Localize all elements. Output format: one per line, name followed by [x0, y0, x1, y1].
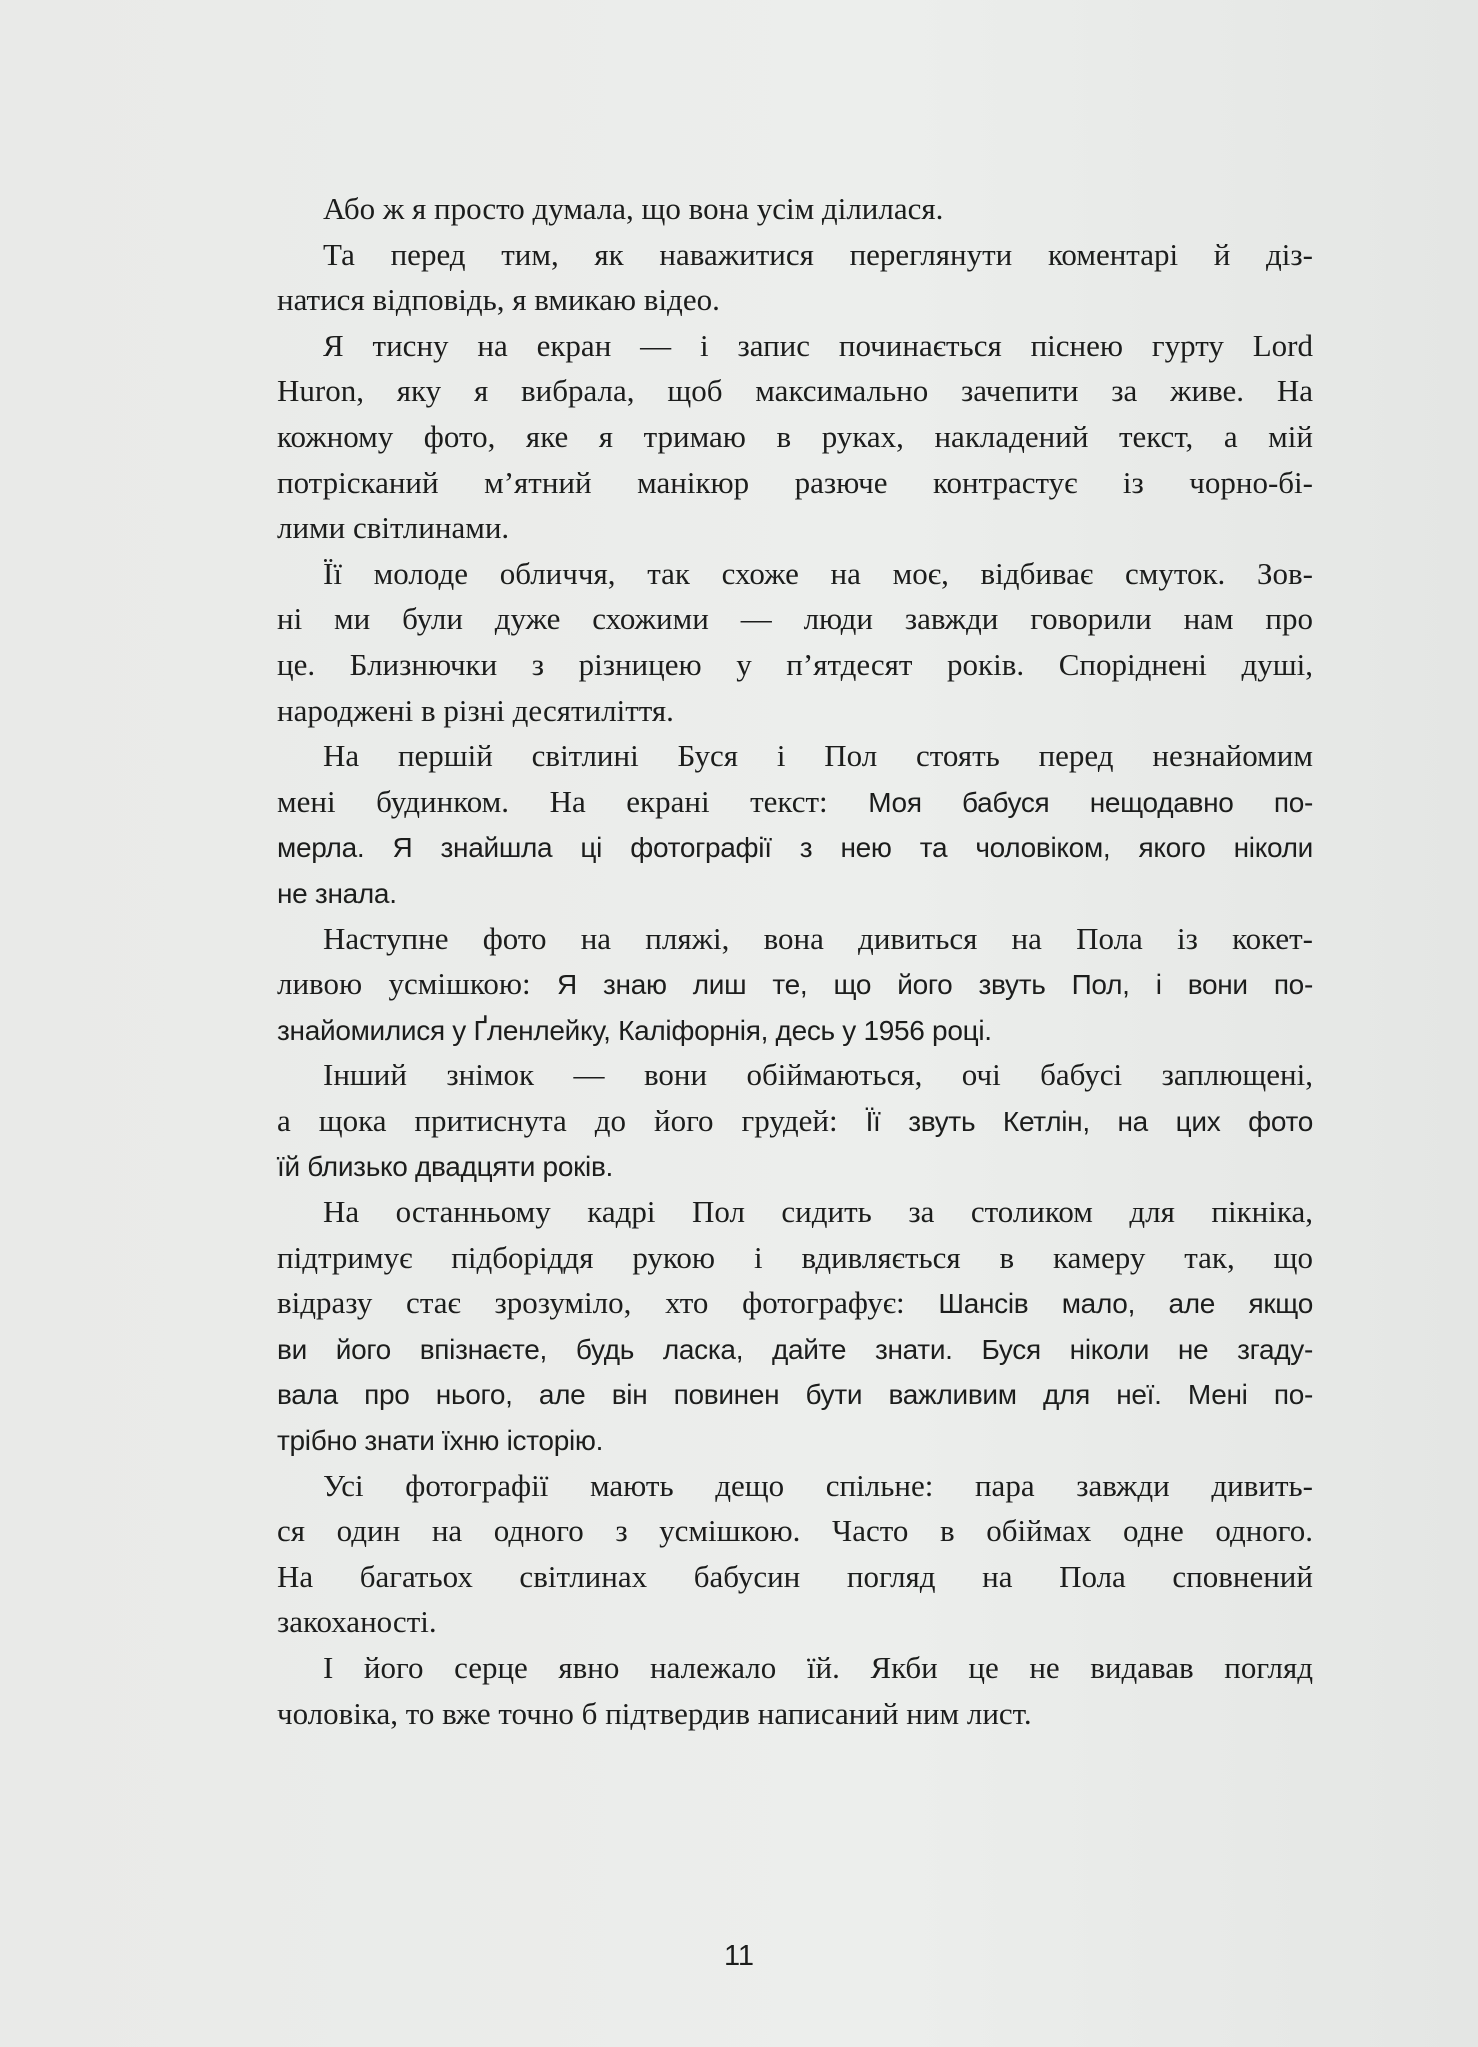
text-line: [277, 1007, 1313, 1053]
on-screen-caption-text: Я знаю лиш те, що його звуть Пол, і вони по-: [556, 969, 1313, 1001]
page-number: 11: [723, 1940, 755, 1972]
narrative-text: На першій світлині Буся і Пол стоять перед незнайомим: [323, 738, 1313, 774]
paragraph: [277, 1645, 1313, 1736]
paragraph: [277, 733, 1313, 915]
on-screen-caption-text: трібно знати їхню історію.: [277, 1425, 604, 1457]
text-line: [277, 824, 1313, 870]
narrative-text: а щока притиснута до його грудей:: [277, 1102, 866, 1138]
text-line: [277, 961, 1313, 1007]
text-line: [277, 1235, 1313, 1281]
narrative-text: мені будинком. На екрані текст:: [277, 783, 869, 819]
narrative-text: ся один на одного з усмішкою. Часто в обіймах одне одного.: [277, 1513, 1313, 1549]
text-line: [277, 870, 1313, 916]
text-line: [277, 688, 1313, 734]
text-line: [277, 1280, 1313, 1326]
on-screen-caption-text: ви його впізнаєте, будь ласка, дайте знати. Буся ніколи не згаду-: [277, 1333, 1313, 1365]
text-line: [277, 1052, 1313, 1098]
text-line: [277, 1143, 1313, 1189]
narrative-text: Наступне фото на пляжі, вона дивиться на Пола із кокет-: [323, 920, 1313, 956]
text-line: [277, 460, 1313, 506]
on-screen-caption-text: мерла. Я знайшла ці фотографії з нею та чоловіком, якого ніколи: [277, 832, 1313, 864]
paragraph: [277, 1189, 1313, 1463]
text-line: [277, 1463, 1313, 1509]
text-line: [277, 368, 1313, 414]
narrative-text: це. Близнючки з різницею у п’ятдесят років. Споріднені душі,: [277, 646, 1313, 682]
on-screen-caption-text: знайомилися у Ґленлейку, Каліфорнія, десь у 1956 році.: [277, 1014, 992, 1046]
narrative-text: підтримує підборіддя рукою і вдивляється в камеру так, що: [277, 1239, 1313, 1275]
text-line: [277, 1554, 1313, 1600]
narrative-text: Інший знімок — вони обіймаються, очі бабусі заплющені,: [323, 1057, 1313, 1093]
on-screen-caption-text: їй близько двадцяти років.: [277, 1151, 614, 1183]
text-line: [277, 733, 1313, 779]
text-line: [277, 1599, 1313, 1645]
narrative-text: ливою усмішкою:: [277, 966, 557, 1002]
book-page-body: [277, 186, 1313, 1736]
text-line: [277, 186, 1313, 232]
narrative-text: відразу стає зрозуміло, хто фотографує:: [277, 1285, 939, 1321]
on-screen-caption-text: Її звуть Кетлін, на цих фото: [865, 1105, 1313, 1137]
narrative-text: лими світлинами.: [277, 510, 510, 546]
text-line: [277, 232, 1313, 278]
text-line: [277, 779, 1313, 825]
text-line: [277, 551, 1313, 597]
text-line: [277, 323, 1313, 369]
text-line: [277, 1098, 1313, 1144]
text-line: [277, 596, 1313, 642]
narrative-text: Та перед тим, як наважитися переглянути коментарі й діз-: [323, 236, 1313, 272]
narrative-text: Її молоде обличчя, так схоже на моє, відбиває смуток. Зов-: [323, 555, 1313, 591]
paragraph: [277, 916, 1313, 1053]
text-line: [277, 1508, 1313, 1554]
narrative-text: закоханості.: [277, 1604, 437, 1640]
narrative-text: І його серце явно належало їй. Якби це не видавав погляд: [323, 1650, 1313, 1685]
text-line: [277, 1645, 1313, 1691]
narrative-text: На останньому кадрі Пол сидить за столиком для пікніка,: [323, 1194, 1313, 1230]
narrative-text: потрісканий м’ятний манікюр разюче контрастує із чорно-бі-: [277, 464, 1313, 500]
text-line: [277, 1691, 1313, 1737]
narrative-text: чоловіка, то вже точно б підтвердив написаний ним лист.: [277, 1695, 1032, 1731]
narrative-text: Або ж я просто думала, що вона усім ділилася.: [323, 191, 944, 226]
on-screen-caption-text: Шансів мало, але якщо: [938, 1288, 1313, 1320]
paragraph: [277, 232, 1313, 323]
narrative-text: ні ми були дуже схожими — люди завжди говорили нам про: [277, 601, 1313, 637]
text-line: [277, 642, 1313, 688]
on-screen-caption-text: вала про нього, але він повинен бути важливим для неї. Мені по-: [277, 1379, 1313, 1411]
narrative-text: натися відповідь, я вмикаю відео.: [277, 282, 720, 318]
paragraph: [277, 551, 1313, 733]
narrative-text: Huron, яку я вибрала, щоб максимально зачепити за живе. На: [277, 373, 1313, 409]
text-line: [277, 1189, 1313, 1235]
text-line: [277, 1326, 1313, 1372]
paragraph: [277, 1463, 1313, 1645]
text-line: [277, 505, 1313, 551]
text-line: [277, 277, 1313, 323]
on-screen-caption-text: Моя бабуся нещодавно по-: [868, 786, 1313, 818]
narrative-text: кожному фото, яке я тримаю в руках, накладений текст, а мій: [277, 418, 1313, 454]
narrative-text: народжені в різні десятиліття.: [277, 692, 674, 728]
paragraph: [277, 323, 1313, 551]
text-line: [277, 1417, 1313, 1463]
text-line: [277, 414, 1313, 460]
text-line: [277, 916, 1313, 962]
narrative-text: Я тисну на екран — і запис починається піснею гурту Lord: [323, 327, 1313, 363]
narrative-text: На багатьох світлинах бабусин погляд на Пола сповнений: [277, 1558, 1313, 1594]
paragraph: [277, 186, 1313, 232]
text-line: [277, 1371, 1313, 1417]
paragraph: [277, 1052, 1313, 1189]
on-screen-caption-text: не знала.: [277, 877, 397, 909]
narrative-text: Усі фотографії мають дещо спільне: пара завжди дивить-: [323, 1467, 1313, 1503]
